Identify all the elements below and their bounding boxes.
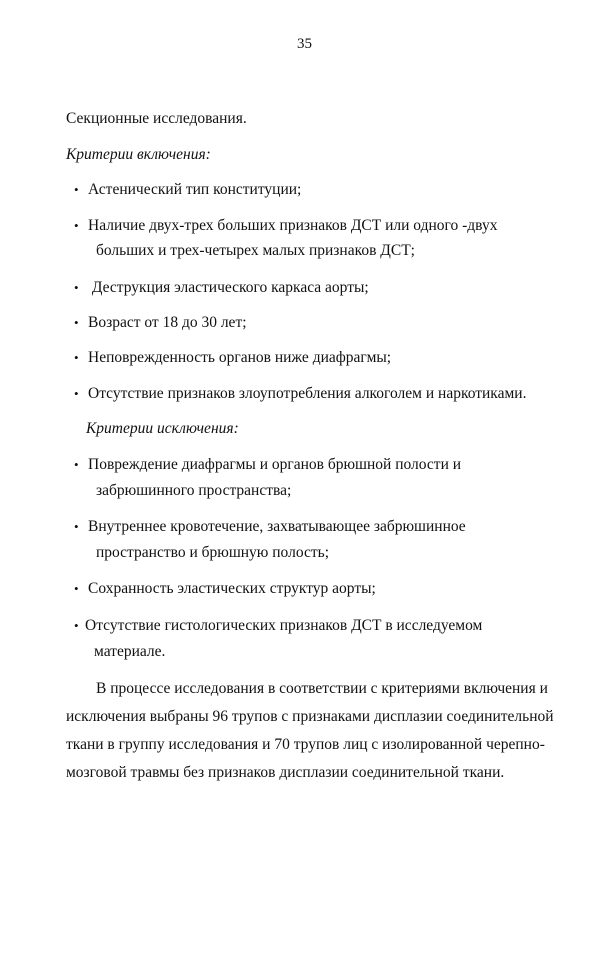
list-item-text: Астенический тип конституции; — [88, 181, 302, 198]
inclusion-item-2-cont: больших и трех-четырех малых признаков ДСТ; — [96, 242, 415, 259]
list-item-text: Сохранность эластических структур аорты; — [88, 580, 376, 597]
bullet-icon: • — [74, 315, 79, 330]
inclusion-item-1 — [74, 180, 301, 200]
inclusion-item-3 — [74, 278, 369, 298]
page-number: 35 — [297, 36, 312, 52]
list-item-text: Внутреннее кровотечение, захватывающее забрюшинное — [88, 518, 466, 535]
exclusion-item-1 — [74, 455, 461, 475]
list-item-text: Неповрежденность органов ниже диафрагмы; — [88, 349, 392, 366]
inclusion-item-6 — [74, 384, 526, 404]
bullet-icon: • — [74, 218, 79, 233]
exclusion-item-4 — [74, 616, 482, 636]
list-item-text: Деструкция эластического каркаса аорты; — [88, 279, 369, 296]
bullet-icon: • — [74, 457, 79, 472]
list-item-text: Отсутствие признаков злоупотребления алкоголем и наркотиками. — [88, 385, 527, 402]
section-title: Секционные исследования. — [66, 110, 247, 127]
exclusion-item-1-cont: забрюшинного пространства; — [96, 482, 292, 499]
exclusion-heading: Критерии исключения: — [86, 420, 239, 437]
bullet-icon: • — [74, 519, 79, 534]
list-item-text: Отсутствие гистологических признаков ДСТ в исследуемом — [85, 617, 483, 634]
inclusion-item-4 — [74, 313, 247, 333]
bullet-icon: • — [74, 386, 79, 401]
list-item-text: Наличие двух-трех больших признаков ДСТ или одного -двух — [88, 217, 498, 234]
paragraph-line-3: ткани в группу исследования и 70 трупов лиц с изолированной черепно- — [66, 736, 545, 753]
bullet-icon: • — [74, 581, 79, 596]
inclusion-item-5 — [74, 348, 391, 368]
exclusion-item-2-cont: пространство и брюшную полость; — [96, 544, 329, 561]
bullet-icon: • — [74, 350, 79, 365]
paragraph-line-2: исключения выбраны 96 трупов с признаками дисплазии соединительной — [66, 708, 554, 725]
list-item-text: Повреждение диафрагмы и органов брюшной полости и — [88, 456, 462, 473]
inclusion-item-2 — [74, 216, 497, 236]
exclusion-item-2 — [74, 517, 466, 537]
paragraph-line-1: В процессе исследования в соответствии с критериями включения и — [96, 680, 548, 697]
exclusion-item-3 — [74, 579, 376, 599]
inclusion-heading: Критерии включения: — [66, 146, 211, 163]
bullet-icon: • — [74, 182, 79, 197]
list-item-text: Возраст от 18 до 30 лет; — [88, 314, 247, 331]
bullet-icon: • — [74, 280, 79, 295]
bullet-icon: • — [74, 618, 79, 633]
exclusion-item-4-cont: материале. — [94, 643, 166, 660]
paragraph-line-4: мозговой травмы без признаков дисплазии соединительной ткани. — [66, 764, 505, 781]
